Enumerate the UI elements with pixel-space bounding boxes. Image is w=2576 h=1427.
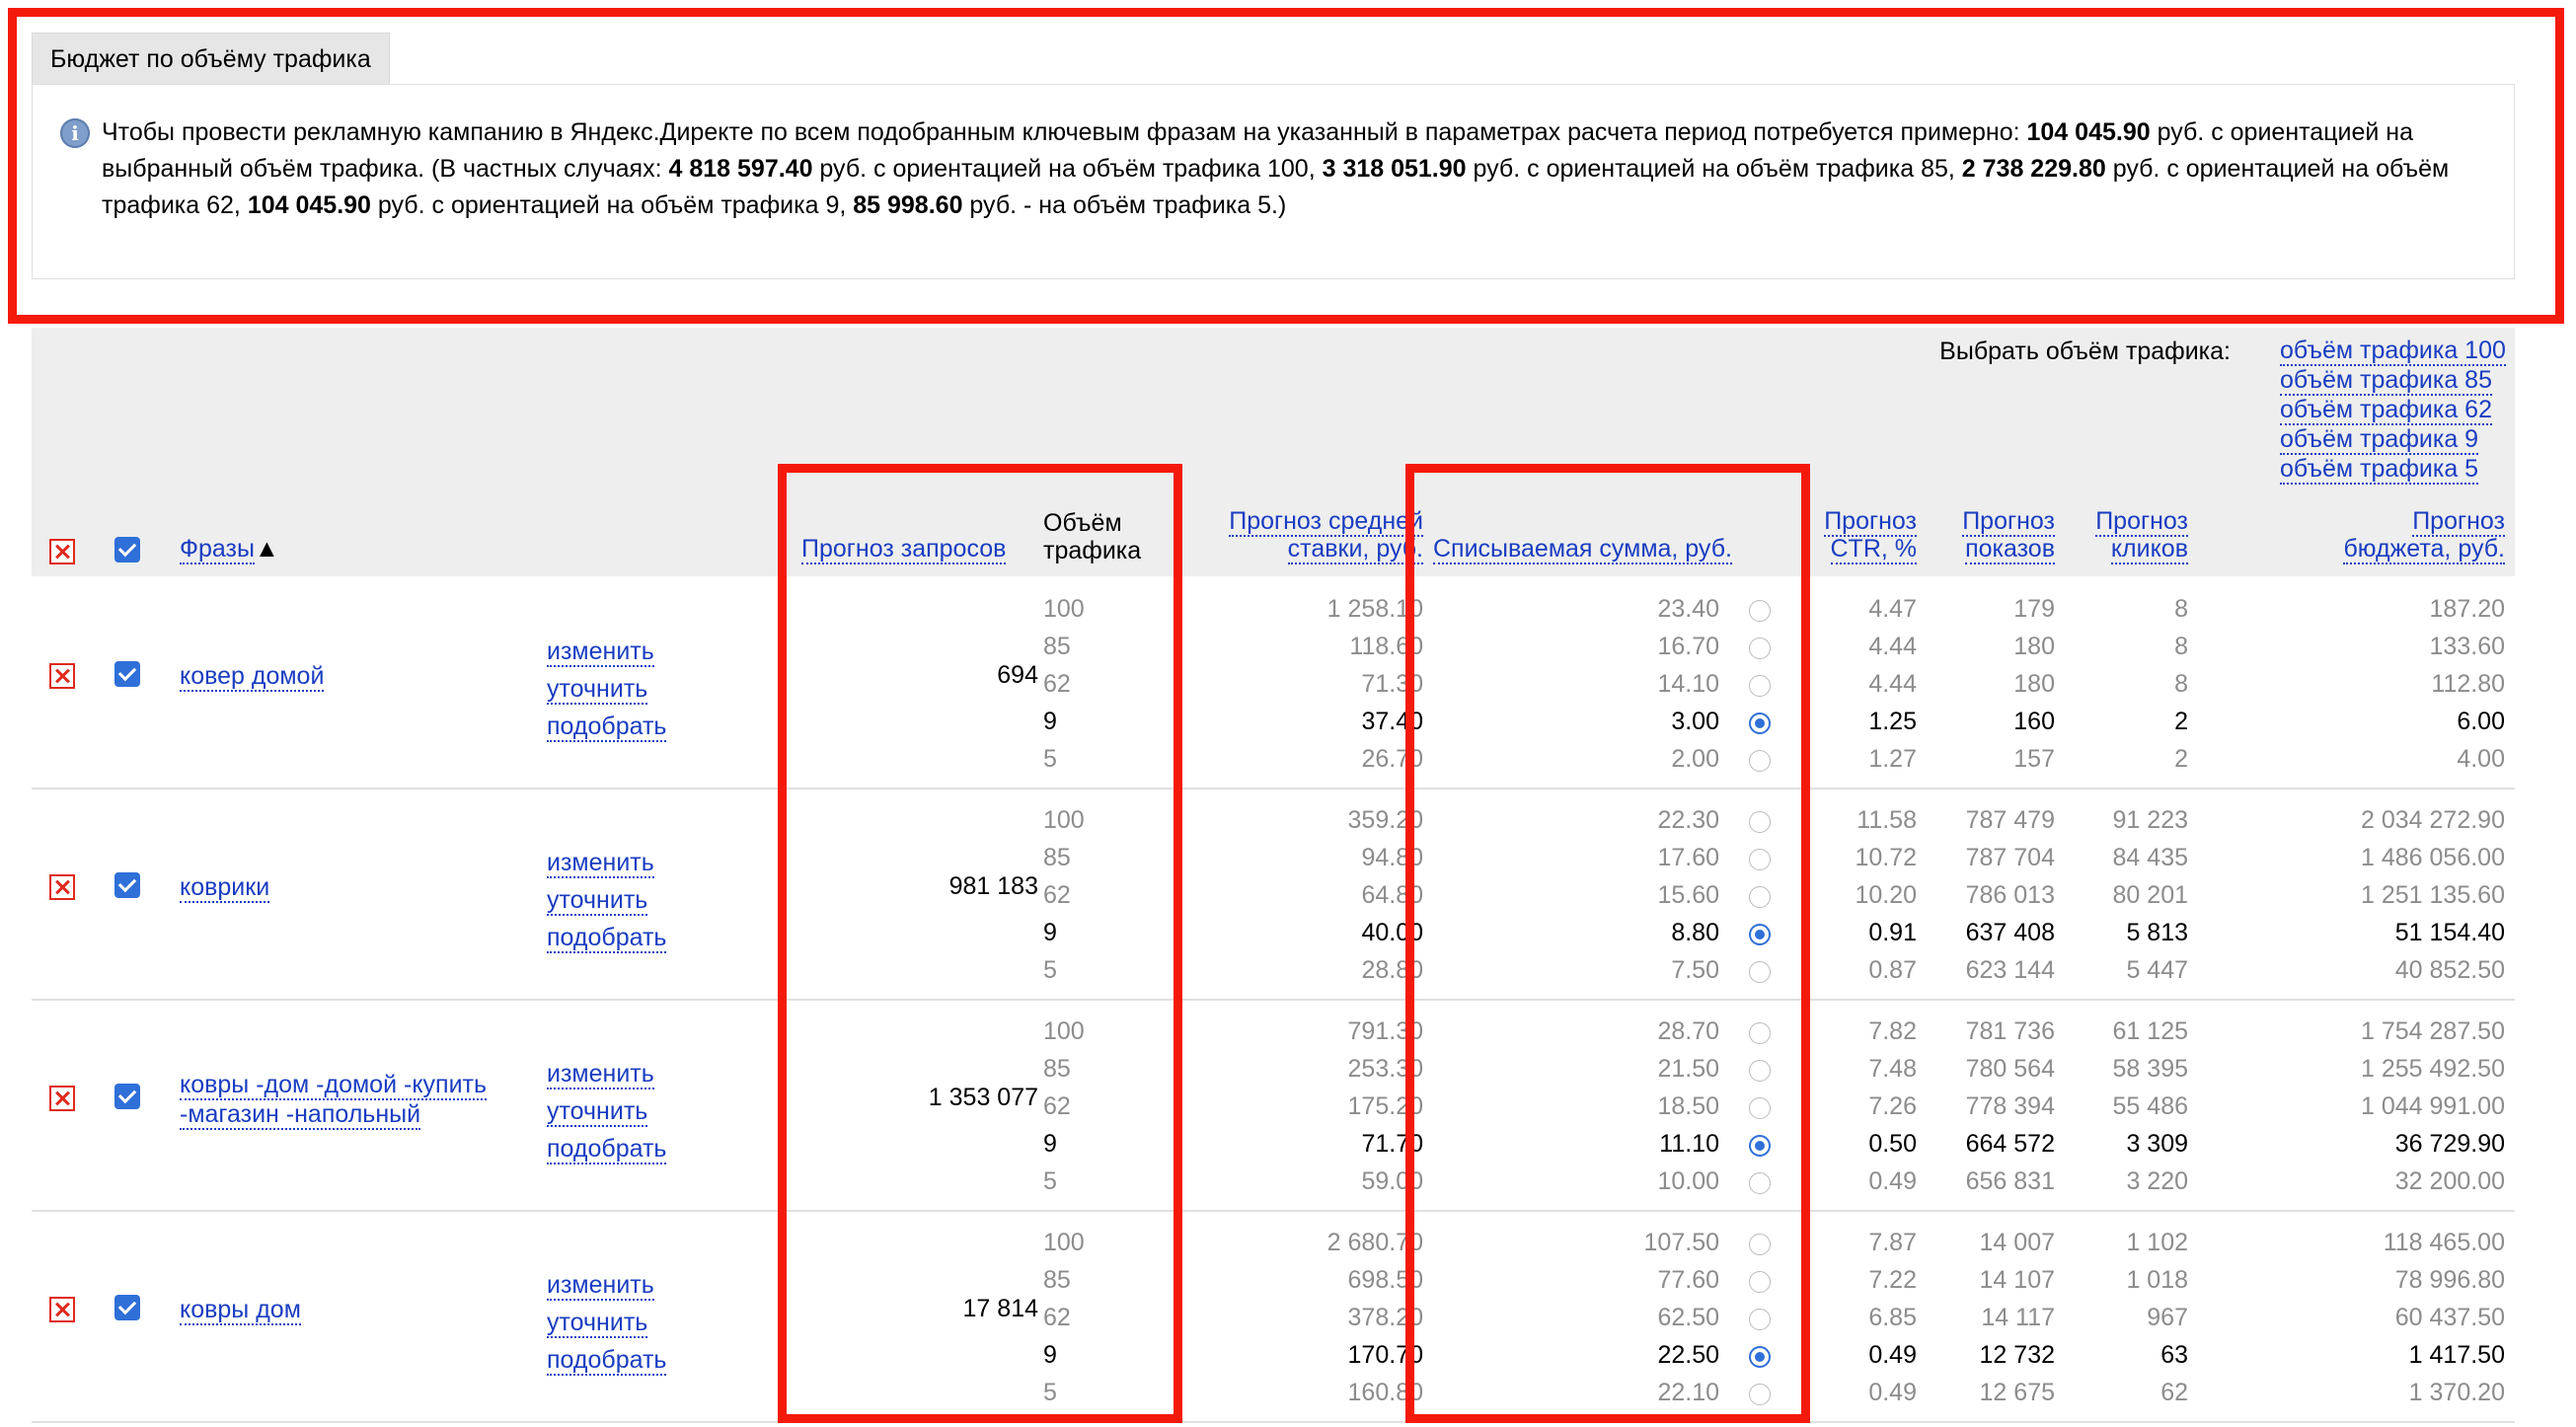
pick-link[interactable]: подобрать [547, 924, 667, 951]
charge-value: 14.10 [1657, 670, 1719, 698]
table-row [32, 999, 2515, 1212]
queries-header[interactable]: Прогноз запросов [801, 535, 1007, 563]
shows-value: 786 013 [1965, 881, 2055, 909]
bid-value: 253.30 [1347, 1055, 1423, 1083]
traffic-select-label: Выбрать объём трафика: [1939, 338, 2231, 365]
charge-value: 17.60 [1657, 844, 1719, 871]
traffic-radio[interactable] [1749, 1060, 1771, 1082]
bid-value: 170.70 [1347, 1341, 1423, 1369]
ctr-value: 1.25 [1868, 708, 1917, 735]
shows-value: 157 [2013, 745, 2055, 773]
sort-arrow-icon: ▲ [254, 535, 279, 563]
clicks-value: 58 395 [2112, 1055, 2188, 1083]
traffic-level: 5 [1043, 956, 1057, 984]
bid-value: 791.30 [1347, 1017, 1423, 1045]
traffic-link-85[interactable]: объём трафика 85 [2280, 366, 2492, 394]
traffic-radio[interactable] [1749, 1234, 1771, 1255]
shows-header[interactable]: Прогноз показов [1962, 507, 2055, 563]
phrase-link[interactable]: ковры -дом -домой -купить -магазин -напольный [180, 1071, 488, 1128]
clicks-value: 5 447 [2126, 956, 2188, 984]
select-all-checkbox[interactable] [114, 537, 140, 563]
clicks-value: 8 [2174, 670, 2188, 698]
delete-phrase-checkbox[interactable] [49, 874, 75, 900]
budget-value: 2 034 272.90 [2361, 806, 2505, 834]
phrase-cell [180, 1070, 555, 1129]
charge-value: 22.30 [1657, 806, 1719, 834]
traffic-radio[interactable] [1749, 1097, 1771, 1119]
traffic-level: 85 [1043, 1266, 1071, 1294]
budget-value: 187.20 [2429, 595, 2505, 623]
clicks-value: 3 309 [2126, 1130, 2188, 1158]
traffic-link-100[interactable]: объём трафика 100 [2280, 337, 2506, 364]
charge-value: 107.50 [1643, 1229, 1719, 1256]
charge-value: 77.60 [1657, 1266, 1719, 1294]
budget-value: 118 465.00 [2383, 1229, 2505, 1256]
refine-link[interactable]: уточнить [547, 675, 648, 703]
bid-value: 64.80 [1361, 881, 1423, 909]
traffic-radio[interactable] [1749, 1271, 1771, 1293]
shows-value: 14 117 [1981, 1304, 2055, 1331]
refine-link[interactable]: уточнить [547, 1097, 648, 1125]
traffic-select-links [2280, 336, 2506, 484]
queries-value: 1 353 077 [928, 1084, 1038, 1111]
select-phrase-checkbox[interactable] [114, 872, 140, 898]
shows-value: 664 572 [1965, 1130, 2055, 1158]
budget-value: 6.00 [2457, 708, 2505, 735]
traffic-radio[interactable] [1749, 1172, 1771, 1194]
traffic-radio[interactable] [1749, 675, 1771, 697]
delete-phrase-checkbox[interactable] [49, 663, 75, 689]
clicks-value: 62 [2160, 1379, 2188, 1406]
traffic-radio[interactable] [1749, 638, 1771, 659]
budget-value: 112.80 [2431, 670, 2505, 698]
shows-value: 623 144 [1965, 956, 2055, 984]
charge-header[interactable]: Списываемая сумма, руб. [1433, 535, 1732, 563]
phrases-header[interactable]: Фразы▲ [180, 535, 279, 563]
traffic-level: 100 [1043, 1229, 1085, 1256]
traffic-level: 9 [1043, 1341, 1057, 1369]
traffic-level: 85 [1043, 844, 1071, 871]
shows-value: 780 564 [1965, 1055, 2055, 1083]
budget-header[interactable]: Прогноз бюджета, руб. [2343, 507, 2505, 563]
ctr-value: 0.49 [1868, 1341, 1917, 1369]
clicks-value: 2 [2174, 708, 2188, 735]
clicks-value: 1 018 [2126, 1266, 2188, 1294]
select-phrase-checkbox[interactable] [114, 661, 140, 687]
delete-all-checkbox[interactable] [49, 539, 75, 564]
phrase-cell [180, 872, 555, 902]
charge-value: 10.00 [1657, 1167, 1719, 1195]
traffic-level: 85 [1043, 633, 1071, 660]
traffic-radio[interactable] [1749, 600, 1771, 622]
traffic-level: 100 [1043, 595, 1085, 623]
ctr-value: 7.48 [1868, 1055, 1917, 1083]
ctr-value: 0.87 [1868, 956, 1917, 984]
bid-value: 160.80 [1347, 1379, 1423, 1406]
ctr-value: 7.26 [1868, 1092, 1917, 1120]
budget-total: 104 045.90 [2026, 118, 2151, 146]
traffic-level: 85 [1043, 1055, 1071, 1083]
charge-value: 23.40 [1657, 595, 1719, 623]
traffic-radio[interactable] [1749, 1346, 1771, 1368]
traffic-level: 62 [1043, 1304, 1071, 1331]
charge-value: 7.50 [1671, 956, 1719, 984]
queries-value: 981 183 [948, 872, 1038, 900]
clicks-value: 63 [2160, 1341, 2188, 1369]
charge-value: 8.80 [1671, 919, 1719, 946]
traffic-radio[interactable] [1749, 750, 1771, 772]
bid-value: 71.30 [1361, 670, 1423, 698]
shows-value: 637 408 [1965, 919, 2055, 946]
clicks-header[interactable]: Прогноз кликов [2095, 507, 2188, 563]
ctr-value: 4.47 [1868, 595, 1917, 623]
pick-link[interactable]: подобрать [547, 713, 667, 740]
budget-value: 1 370.20 [2408, 1379, 2505, 1406]
traffic-level: 62 [1043, 670, 1071, 698]
bid-value: 59.00 [1361, 1167, 1423, 1195]
charge-value: 16.70 [1657, 633, 1719, 660]
budget-panel [32, 33, 2515, 279]
phrase-link[interactable]: коврики [180, 873, 270, 901]
bid-value: 28.80 [1361, 956, 1423, 984]
charge-value: 15.60 [1657, 881, 1719, 909]
shows-value: 12 675 [1979, 1379, 2055, 1406]
traffic-level: 9 [1043, 919, 1057, 946]
refine-link[interactable]: уточнить [547, 886, 648, 914]
select-phrase-checkbox[interactable] [114, 1084, 140, 1109]
bid-header[interactable]: Прогноз средней ставки, руб. [1229, 507, 1423, 563]
ctr-value: 6.85 [1868, 1304, 1917, 1331]
shows-value: 12 732 [1979, 1341, 2055, 1369]
budget-value: 78 996.80 [2394, 1266, 2505, 1294]
ctr-value: 0.49 [1868, 1167, 1917, 1195]
bid-value: 37.40 [1361, 708, 1423, 735]
clicks-value: 80 201 [2112, 881, 2188, 909]
charge-value: 18.50 [1657, 1092, 1719, 1120]
bid-value: 118.60 [1349, 633, 1423, 660]
bid-value: 2 680.70 [1326, 1229, 1423, 1256]
budget-value: 51 154.40 [2394, 919, 2505, 946]
traffic-radio[interactable] [1749, 886, 1771, 908]
traffic-radio[interactable] [1749, 1022, 1771, 1044]
ctr-value: 10.72 [1855, 844, 1917, 871]
traffic-radio[interactable] [1749, 713, 1771, 734]
shows-value: 180 [2013, 633, 2055, 660]
bid-value: 359.20 [1347, 806, 1423, 834]
traffic-radio[interactable] [1749, 1384, 1771, 1405]
charge-value: 21.50 [1657, 1055, 1719, 1083]
budget-value: 1 255 492.50 [2361, 1055, 2505, 1083]
budget-value: 1 754 287.50 [2361, 1017, 2505, 1045]
bid-value: 378.20 [1347, 1304, 1423, 1331]
clicks-value: 5 813 [2126, 919, 2188, 946]
ctr-value: 7.22 [1868, 1266, 1917, 1294]
budget-info-box [32, 84, 2515, 279]
clicks-value: 91 223 [2112, 806, 2188, 834]
bid-value: 698.50 [1347, 1266, 1423, 1294]
bid-value: 71.70 [1361, 1130, 1423, 1158]
budget-value: 40 852.50 [2394, 956, 2505, 984]
bid-value: 40.00 [1361, 919, 1423, 946]
charge-value: 2.00 [1671, 745, 1719, 773]
ctr-value: 0.50 [1868, 1130, 1917, 1158]
traffic-radio[interactable] [1749, 849, 1771, 870]
shows-value: 787 479 [1965, 806, 2055, 834]
delete-phrase-checkbox[interactable] [49, 1297, 75, 1322]
clicks-value: 8 [2174, 595, 2188, 623]
shows-value: 787 704 [1965, 844, 2055, 871]
budget-tab-title: Бюджет по объёму трафика [32, 33, 390, 85]
charge-value: 3.00 [1671, 708, 1719, 735]
traffic-link-9[interactable]: объём трафика 9 [2280, 425, 2479, 453]
budget-description: Чтобы провести рекламную кампанию в Яндекс.Директе по всем подобранным ключевым фразам на указанный в параметрах расчета период потребуется примерно: 104 045.90 руб. с ориентацией на выбранный объём трафика. (В частных случаях: 4 818 597.40 руб. с ориентацией на объём трафика 100, 3 318 051.90 руб. с ориентацией на объём трафика 85, 2 738 229.80 руб. с ориентацией на объём трафика 62, 104 045.90 руб. с ориентацией на объём трафика 9, 85 998.60 руб. - на объём трафика 5.) [102, 118, 2450, 219]
traffic-level: 5 [1043, 1167, 1057, 1195]
charge-value: 11.10 [1659, 1130, 1719, 1158]
charge-value: 22.10 [1657, 1379, 1719, 1406]
traffic-level: 9 [1043, 1130, 1057, 1158]
ctr-value: 0.91 [1868, 919, 1917, 946]
charge-value: 22.50 [1657, 1341, 1719, 1369]
traffic-header: Объём трафика [1043, 509, 1142, 564]
budget-value: 1 417.50 [2408, 1341, 2505, 1369]
queries-value: 17 814 [962, 1295, 1038, 1322]
traffic-radio[interactable] [1749, 811, 1771, 833]
clicks-value: 3 220 [2126, 1167, 2188, 1195]
traffic-level: 62 [1043, 881, 1071, 909]
shows-value: 14 107 [1979, 1266, 2055, 1294]
ctr-value: 4.44 [1868, 633, 1917, 660]
traffic-radio[interactable] [1749, 961, 1771, 983]
edit-link[interactable]: изменить [547, 1271, 654, 1299]
shows-value: 781 736 [1965, 1017, 2055, 1045]
ctr-header[interactable]: Прогноз CTR, % [1824, 507, 1917, 563]
clicks-value: 55 486 [2112, 1092, 2188, 1120]
clicks-value: 8 [2174, 633, 2188, 660]
delete-phrase-checkbox[interactable] [49, 1086, 75, 1111]
table-row [32, 576, 2515, 789]
budget-value: 4.00 [2457, 745, 2505, 773]
budget-value: 60 437.50 [2394, 1304, 2505, 1331]
traffic-level: 62 [1043, 1092, 1071, 1120]
shows-value: 179 [2013, 595, 2055, 623]
shows-value: 14 007 [1979, 1229, 2055, 1256]
budget-value: 1 044 991.00 [2361, 1092, 2505, 1120]
clicks-value: 2 [2174, 745, 2188, 773]
traffic-level: 100 [1043, 806, 1085, 834]
table-header [32, 328, 2515, 576]
ctr-value: 10.20 [1855, 881, 1917, 909]
refine-link[interactable]: уточнить [547, 1309, 648, 1336]
table-row [32, 1210, 2515, 1423]
info-icon: i [60, 118, 90, 148]
traffic-radio[interactable] [1749, 1309, 1771, 1330]
budget-value: 36 729.90 [2394, 1130, 2505, 1158]
charge-value: 28.70 [1657, 1017, 1719, 1045]
phrase-actions [547, 844, 666, 956]
charge-value: 62.50 [1657, 1304, 1719, 1331]
budget-value: 32 200.00 [2394, 1167, 2505, 1195]
clicks-value: 84 435 [2112, 844, 2188, 871]
clicks-value: 61 125 [2112, 1017, 2188, 1045]
ctr-value: 7.82 [1868, 1017, 1917, 1045]
table-row [32, 788, 2515, 1001]
phrase-actions [547, 1266, 666, 1379]
traffic-level: 5 [1043, 745, 1057, 773]
shows-value: 160 [2013, 708, 2055, 735]
pick-link[interactable]: подобрать [547, 1135, 667, 1163]
bid-value: 1 258.10 [1326, 595, 1423, 623]
ctr-value: 4.44 [1868, 670, 1917, 698]
traffic-radio[interactable] [1749, 924, 1771, 945]
traffic-level: 5 [1043, 1379, 1057, 1406]
edit-link[interactable]: изменить [547, 849, 654, 876]
budget-value: 1 251 135.60 [2361, 881, 2505, 909]
queries-value: 694 [997, 661, 1038, 689]
traffic-link-62[interactable]: объём трафика 62 [2280, 396, 2492, 423]
ctr-value: 0.49 [1868, 1379, 1917, 1406]
phrase-link[interactable]: ковры дом [180, 1296, 301, 1323]
phrase-cell [180, 661, 555, 691]
edit-link[interactable]: изменить [547, 1060, 654, 1088]
shows-value: 778 394 [1965, 1092, 2055, 1120]
phrase-link[interactable]: ковер домой [180, 662, 325, 690]
forecast-table [32, 328, 2515, 1427]
bid-value: 175.20 [1347, 1092, 1423, 1120]
clicks-value: 1 102 [2126, 1229, 2188, 1256]
shows-value: 656 831 [1965, 1167, 2055, 1195]
budget-value: 1 486 056.00 [2361, 844, 2505, 871]
phrase-actions [547, 633, 666, 745]
select-phrase-checkbox[interactable] [114, 1295, 140, 1320]
traffic-link-5[interactable]: объём трафика 5 [2280, 455, 2479, 483]
ctr-value: 11.58 [1856, 806, 1917, 834]
traffic-radio[interactable] [1749, 1135, 1771, 1157]
traffic-level: 9 [1043, 708, 1057, 735]
phrase-actions [547, 1055, 666, 1167]
shows-value: 180 [2013, 670, 2055, 698]
edit-link[interactable]: изменить [547, 638, 654, 665]
clicks-value: 967 [2147, 1304, 2188, 1331]
bid-value: 94.80 [1361, 844, 1423, 871]
ctr-value: 7.87 [1868, 1229, 1917, 1256]
pick-link[interactable]: подобрать [547, 1346, 667, 1374]
bid-value: 26.70 [1361, 745, 1423, 773]
ctr-value: 1.27 [1868, 745, 1917, 773]
traffic-level: 100 [1043, 1017, 1085, 1045]
budget-value: 133.60 [2429, 633, 2505, 660]
phrase-cell [180, 1295, 555, 1324]
